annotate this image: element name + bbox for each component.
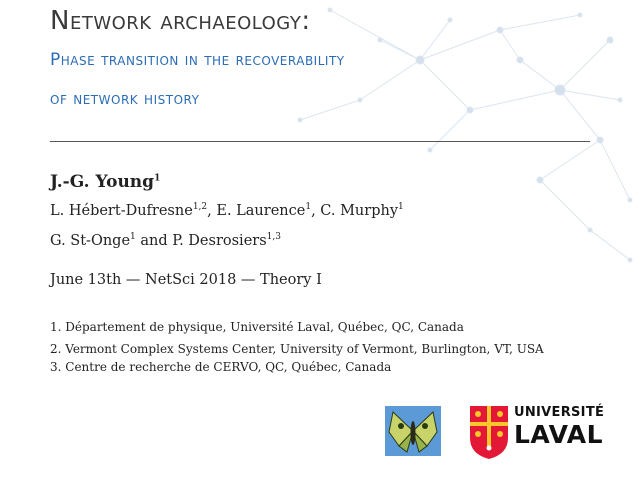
author-name: P. Desrosiers <box>172 233 267 249</box>
author-name: G. St-Onge <box>50 233 131 249</box>
author-name: C. Murphy <box>320 203 399 219</box>
laval-label: LAVAL <box>514 420 604 449</box>
author-and: and <box>135 233 173 249</box>
author-sup: 1 <box>398 202 404 213</box>
author-sup: 1,2 <box>192 202 208 213</box>
butterfly-logo <box>385 406 441 456</box>
presenter-sup: 1 <box>154 173 161 184</box>
universite-label: UNIVERSITÉ <box>514 405 605 420</box>
authors-line1 <box>50 203 404 219</box>
author-name: L. Hébert-Dufresne <box>50 203 193 219</box>
title-rule <box>50 141 590 142</box>
event-line: June 13th — NetSci 2018 — Theory I <box>50 272 322 288</box>
author-sup: 1,3 <box>266 232 281 243</box>
author-sep: , <box>207 203 217 219</box>
author-sup: 1 <box>305 202 312 213</box>
title-main: Network archaeology: <box>50 6 311 36</box>
authors-line2 <box>50 233 281 249</box>
presenter-name <box>50 172 160 192</box>
author-sep: , <box>311 203 321 219</box>
presenter-label: J.-G. Young <box>50 172 155 192</box>
affiliation-item: 1. Département de physique, Université Laval, Québec, QC, Canada <box>50 320 464 334</box>
author-sup: 1 <box>130 232 136 243</box>
author-name: E. Laurence <box>216 203 306 219</box>
title-sub-line2: of network history <box>50 89 200 109</box>
affiliation-item: 3. Centre de recherche de CERVO, QC, Québec, Canada <box>50 360 392 374</box>
title-sub-line1: Phase transition in the recoverability <box>50 50 345 70</box>
affiliation-item: 2. Vermont Complex Systems Center, University of Vermont, Burlington, VT, USA <box>50 342 544 356</box>
